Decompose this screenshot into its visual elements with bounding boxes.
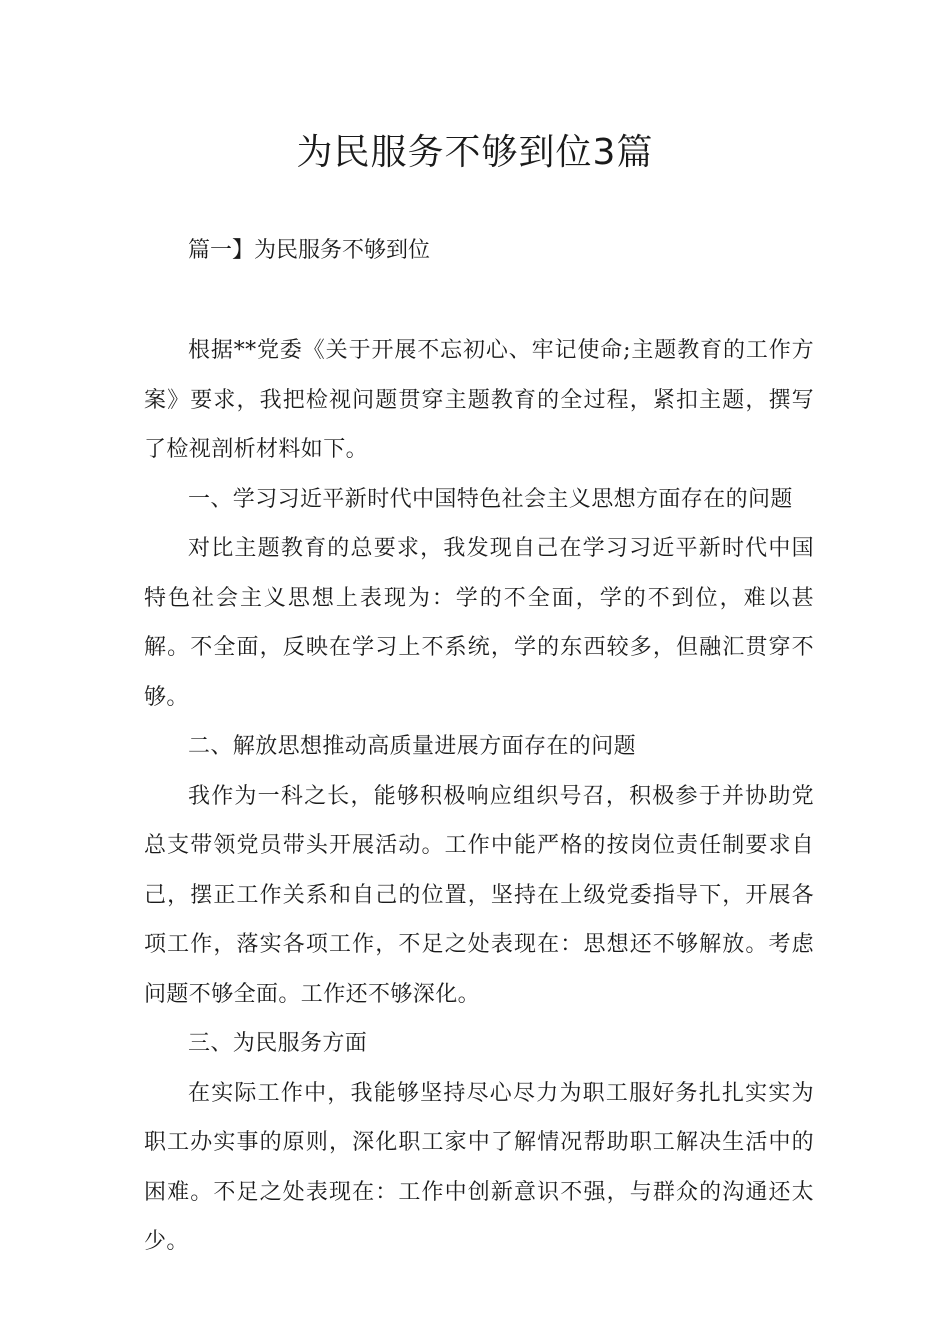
paragraph-section-2: 我作为一科之长，能够积极响应组织号召，积极参于并协助党总支带领党员带头开展活动。工作中能严格的按岗位责任制要求自己，摆正工作关系和自己的位置，坚持在上级党委指导下，开展各项工作，落实各项工作，不足之处表现在：思想还不够解放。考虑问题不够全面。工作还不够深化。 xyxy=(144,783,814,1007)
paragraph-section-1: 对比主题教育的总要求，我发现自己在学习习近平新时代中国特色社会主义思想上表现为：学的不全面，学的不到位，难以甚解。不全面，反映在学习上不系统，学的东西较多，但融汇贯穿不够。 xyxy=(144,536,814,710)
section-subtitle: 篇一】为民服务不够到位 xyxy=(188,238,431,263)
heading-section-2: 二、解放思想推动高质量进展方面存在的问题 xyxy=(188,734,637,759)
paragraph-section-3: 在实际工作中，我能够坚持尽心尽力为职工服好务扎扎实实为职工办实事的原则，深化职工家中了解情况帮助职工解决生活中的困难。不足之处表现在：工作中创新意识不强，与群众的沟通还太少。 xyxy=(144,1080,814,1254)
heading-section-3: 三、为民服务方面 xyxy=(188,1031,368,1056)
document-body xyxy=(144,326,814,1267)
paragraph-intro: 根据**党委《关于开展不忘初心、牢记使命;主题教育的工作方案》要求，我把检视问题贯穿主题教育的全过程，紧扣主题，撰写了检视剖析材料如下。 xyxy=(144,338,814,462)
document-title: 为民服务不够到位3篇 xyxy=(296,132,654,173)
heading-section-1: 一、学习习近平新时代中国特色社会主义思想方面存在的问题 xyxy=(188,486,793,512)
